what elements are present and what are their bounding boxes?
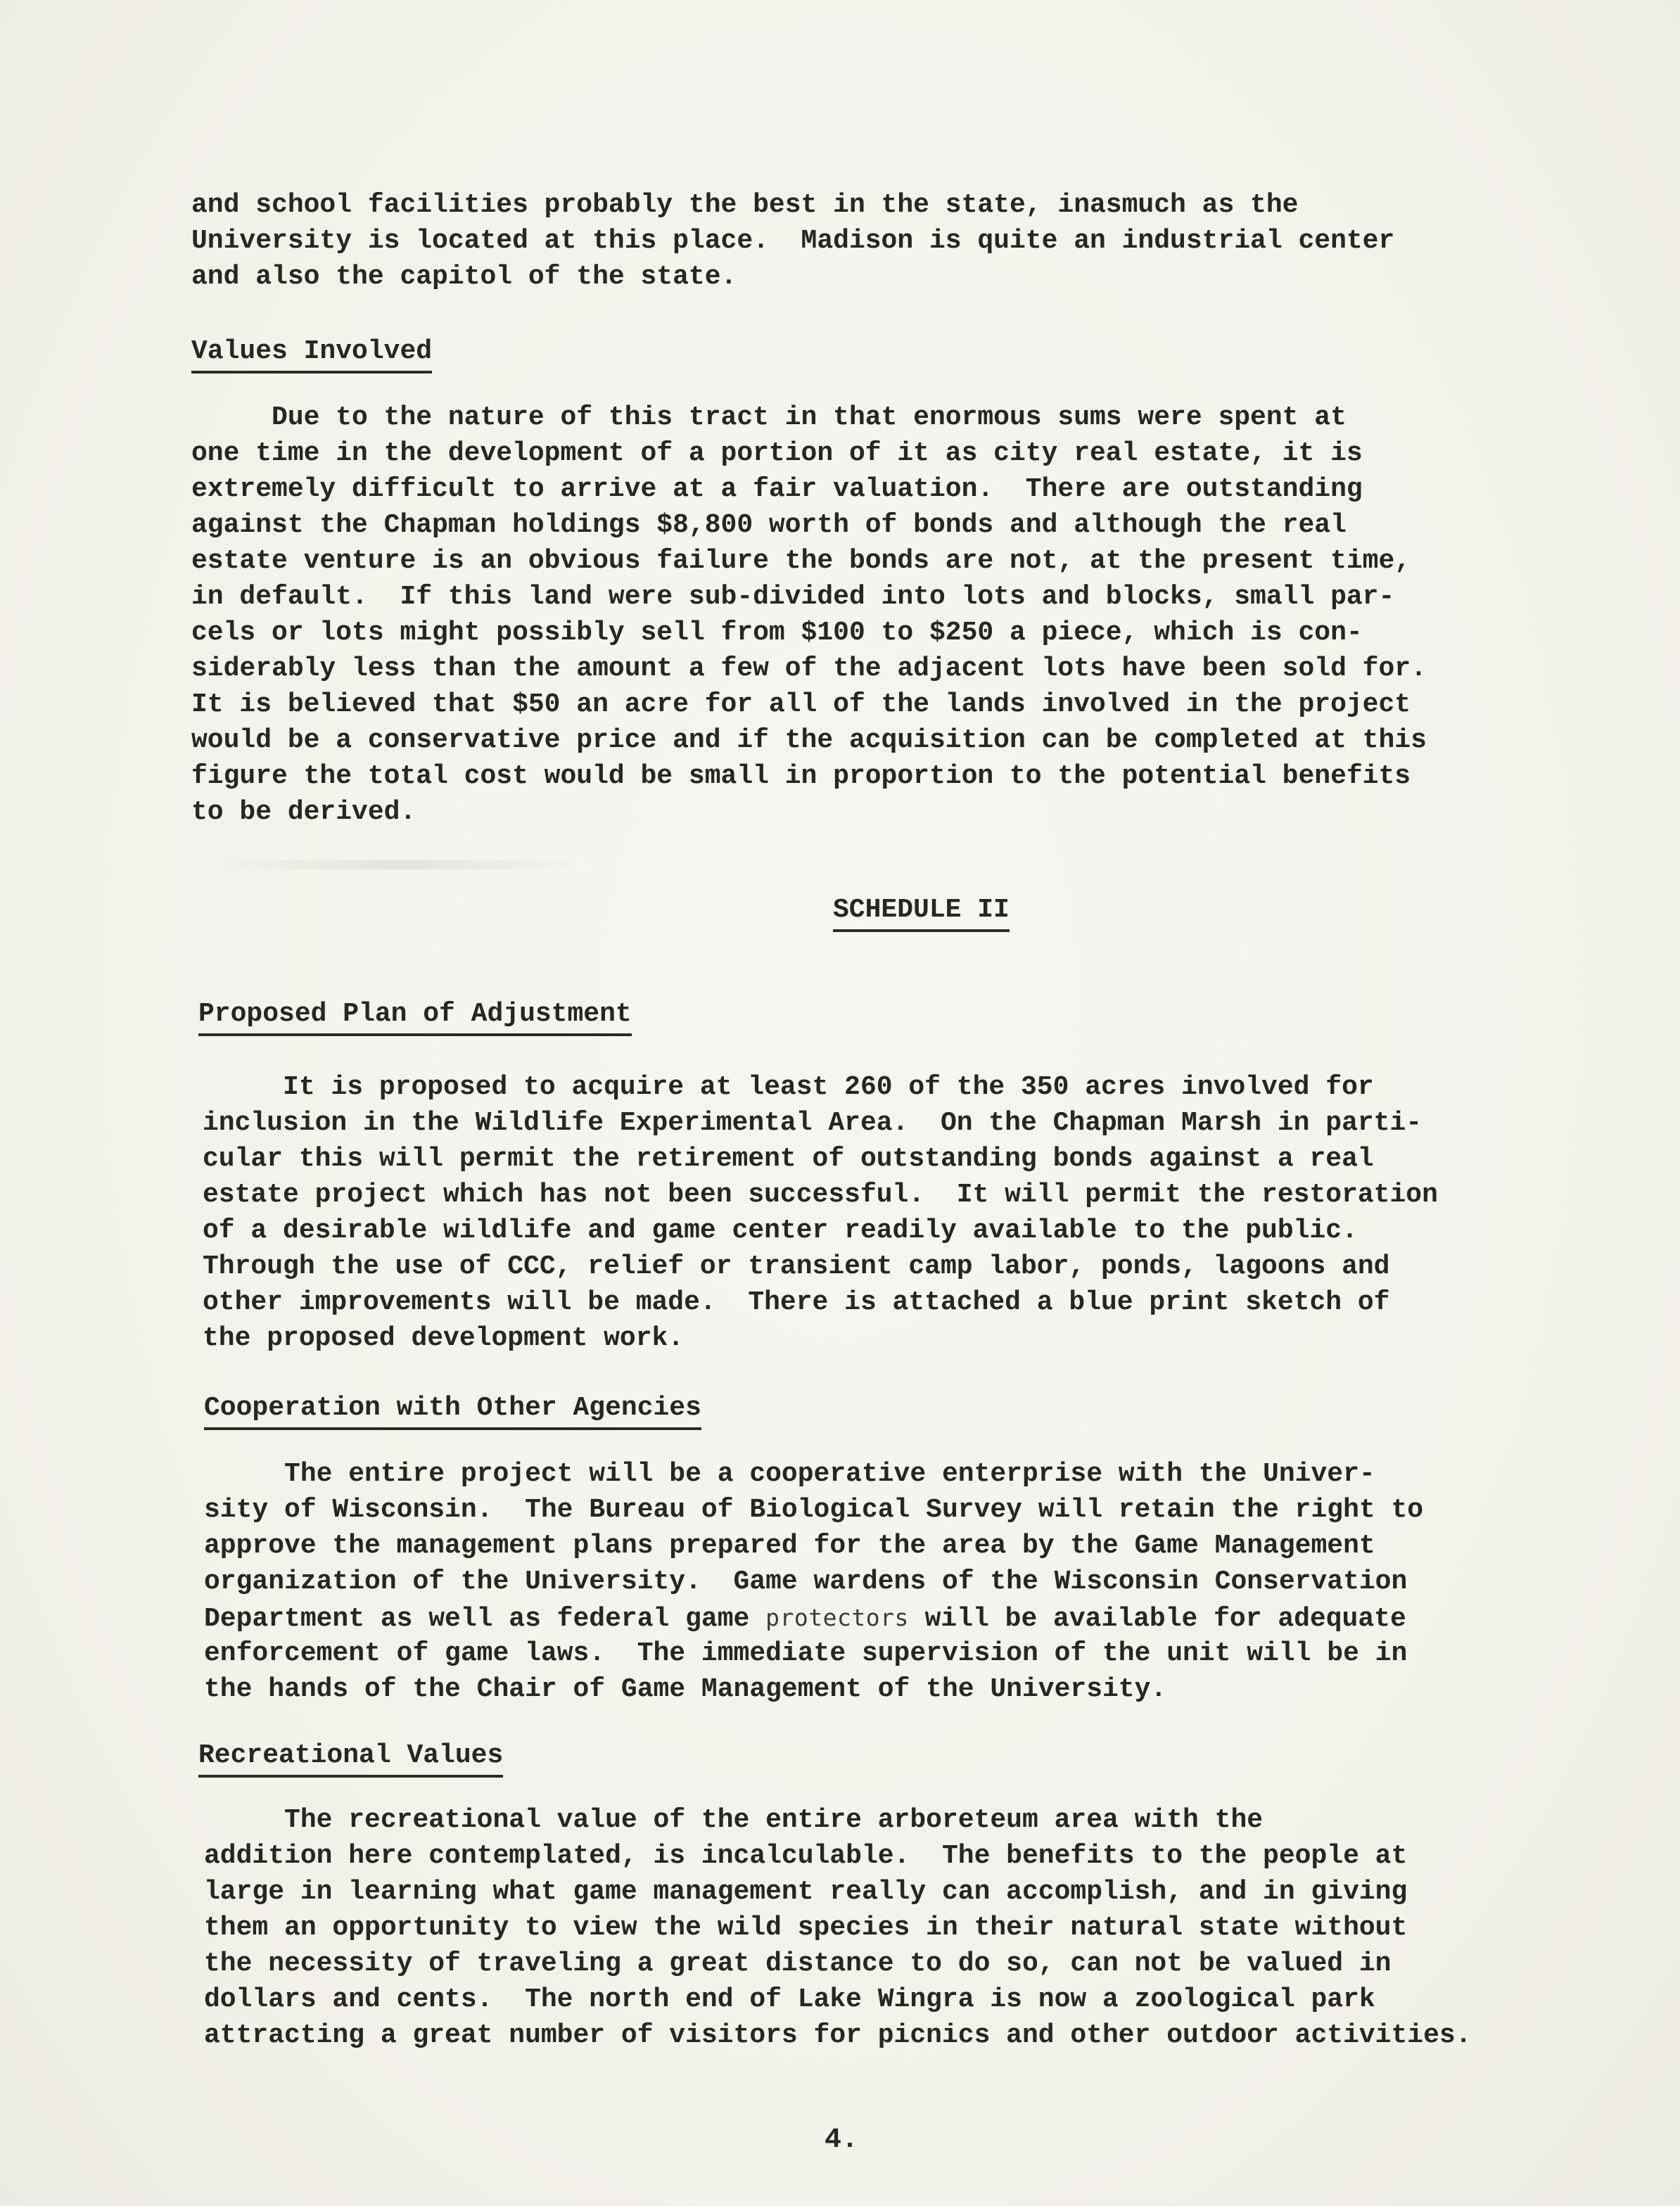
text-line: addition here contemplated, is incalculable. The benefits to the people at	[204, 1841, 1408, 1871]
text-line: figure the total cost would be small in proportion to the potential benefits	[191, 761, 1411, 791]
text-line: approve the management plans prepared for the area by the Game Management	[204, 1531, 1375, 1561]
text-line: and school facilities probably the best in the state, inasmuch as the	[191, 190, 1299, 220]
text-line: would be a conservative price and if the acquisition can be completed at this	[191, 725, 1427, 755]
text-line: other improvements will be made. There is attached a blue print sketch of	[203, 1287, 1390, 1318]
text-line: the necessity of traveling a great distance to do so, can not be valued in	[204, 1949, 1392, 1979]
page-number: 4.	[825, 2124, 859, 2156]
section-heading-values-involved: Values Involved	[191, 333, 432, 374]
text-line: one time in the development of a portion of it as city real estate, it is	[191, 438, 1363, 468]
text-line: The entire project will be a cooperative enterprise with the Univer-	[204, 1459, 1375, 1489]
section-heading-cooperation: Cooperation with Other Agencies	[204, 1390, 701, 1430]
text-segment: will be available for adequate	[908, 1604, 1406, 1634]
text-line: large in learning what game management really can accomplish, and in giving	[204, 1877, 1408, 1907]
inserted-word: protectors	[765, 1604, 909, 1631]
text-segment: Department as well as federal game	[204, 1604, 766, 1634]
text-line: estate venture is an obvious failure the bonds are not, at the present time,	[191, 546, 1411, 576]
text-line: to be derived.	[191, 797, 416, 827]
text-line: enforcement of game laws. The immediate supervision of the unit will be in	[204, 1638, 1408, 1669]
text-line: estate project which has not been successful. It will permit the restoration	[203, 1180, 1438, 1210]
text-line: University is located at this place. Madison is quite an industrial center	[191, 226, 1395, 256]
text-line: extremely difficult to arrive at a fair valuation. There are outstanding	[191, 474, 1363, 504]
text-line: siderably less than the amount a few of the adjacent lots have been sold for.	[191, 653, 1427, 684]
section-heading-proposed-plan: Proposed Plan of Adjustment	[198, 996, 632, 1036]
text-line: sity of Wisconsin. The Bureau of Biological Survey will retain the right to	[204, 1495, 1424, 1525]
recreational-paragraph	[204, 1802, 1583, 2053]
text-line: the proposed development work.	[203, 1323, 685, 1353]
text-line: and also the capitol of the state.	[191, 262, 737, 292]
text-line: the hands of the Chair of Game Management of the University.	[204, 1674, 1167, 1704]
schedule-title: SCHEDULE II	[833, 892, 1010, 932]
text-line: cular this will permit the retirement of outstanding bonds against a real	[203, 1144, 1374, 1174]
text-line: dollars and cents. The north end of Lake Wingra is now a zoological park	[204, 1984, 1375, 2015]
text-line: against the Chapman holdings $8,800 worth of bonds and although the real	[191, 510, 1347, 540]
text-line: inclusion in the Wildlife Experimental Area. On the Chapman Marsh in parti-	[203, 1108, 1423, 1138]
text-line-with-insertion	[204, 1600, 1583, 1636]
proposed-plan-paragraph	[203, 1069, 1582, 1356]
text-line: The recreational value of the entire arboreteum area with the	[204, 1805, 1264, 1835]
text-line: organization of the University. Game wardens of the Wisconsin Conservation	[204, 1567, 1408, 1597]
text-line: Due to the nature of this tract in that enormous sums were spent at	[191, 402, 1347, 433]
values-involved-paragraph	[191, 400, 1570, 830]
text-line: It is proposed to acquire at least 260 of the 350 acres involved for	[203, 1072, 1374, 1102]
cooperation-paragraph	[204, 1456, 1583, 1707]
text-line: Through the use of CCC, relief or transient camp labor, ponds, lagoons and	[203, 1251, 1390, 1282]
text-line: them an opportunity to view the wild species in their natural state without	[204, 1913, 1408, 1943]
text-line: of a desirable wildlife and game center readily available to the public.	[203, 1216, 1358, 1246]
text-line: cels or lots might possibly sell from $100 to $250 a piece, which is con-	[191, 618, 1363, 648]
intro-paragraph	[191, 187, 1570, 295]
faint-show-through-mark	[204, 860, 598, 869]
text-line: attracting a great number of visitors for picnics and other outdoor activities.	[204, 2020, 1472, 2051]
text-line: It is believed that $50 an acre for all of the lands involved in the project	[191, 689, 1411, 720]
text-line: in default. If this land were sub-divided into lots and blocks, small par-	[191, 582, 1395, 612]
section-heading-recreational: Recreational Values	[198, 1738, 503, 1778]
